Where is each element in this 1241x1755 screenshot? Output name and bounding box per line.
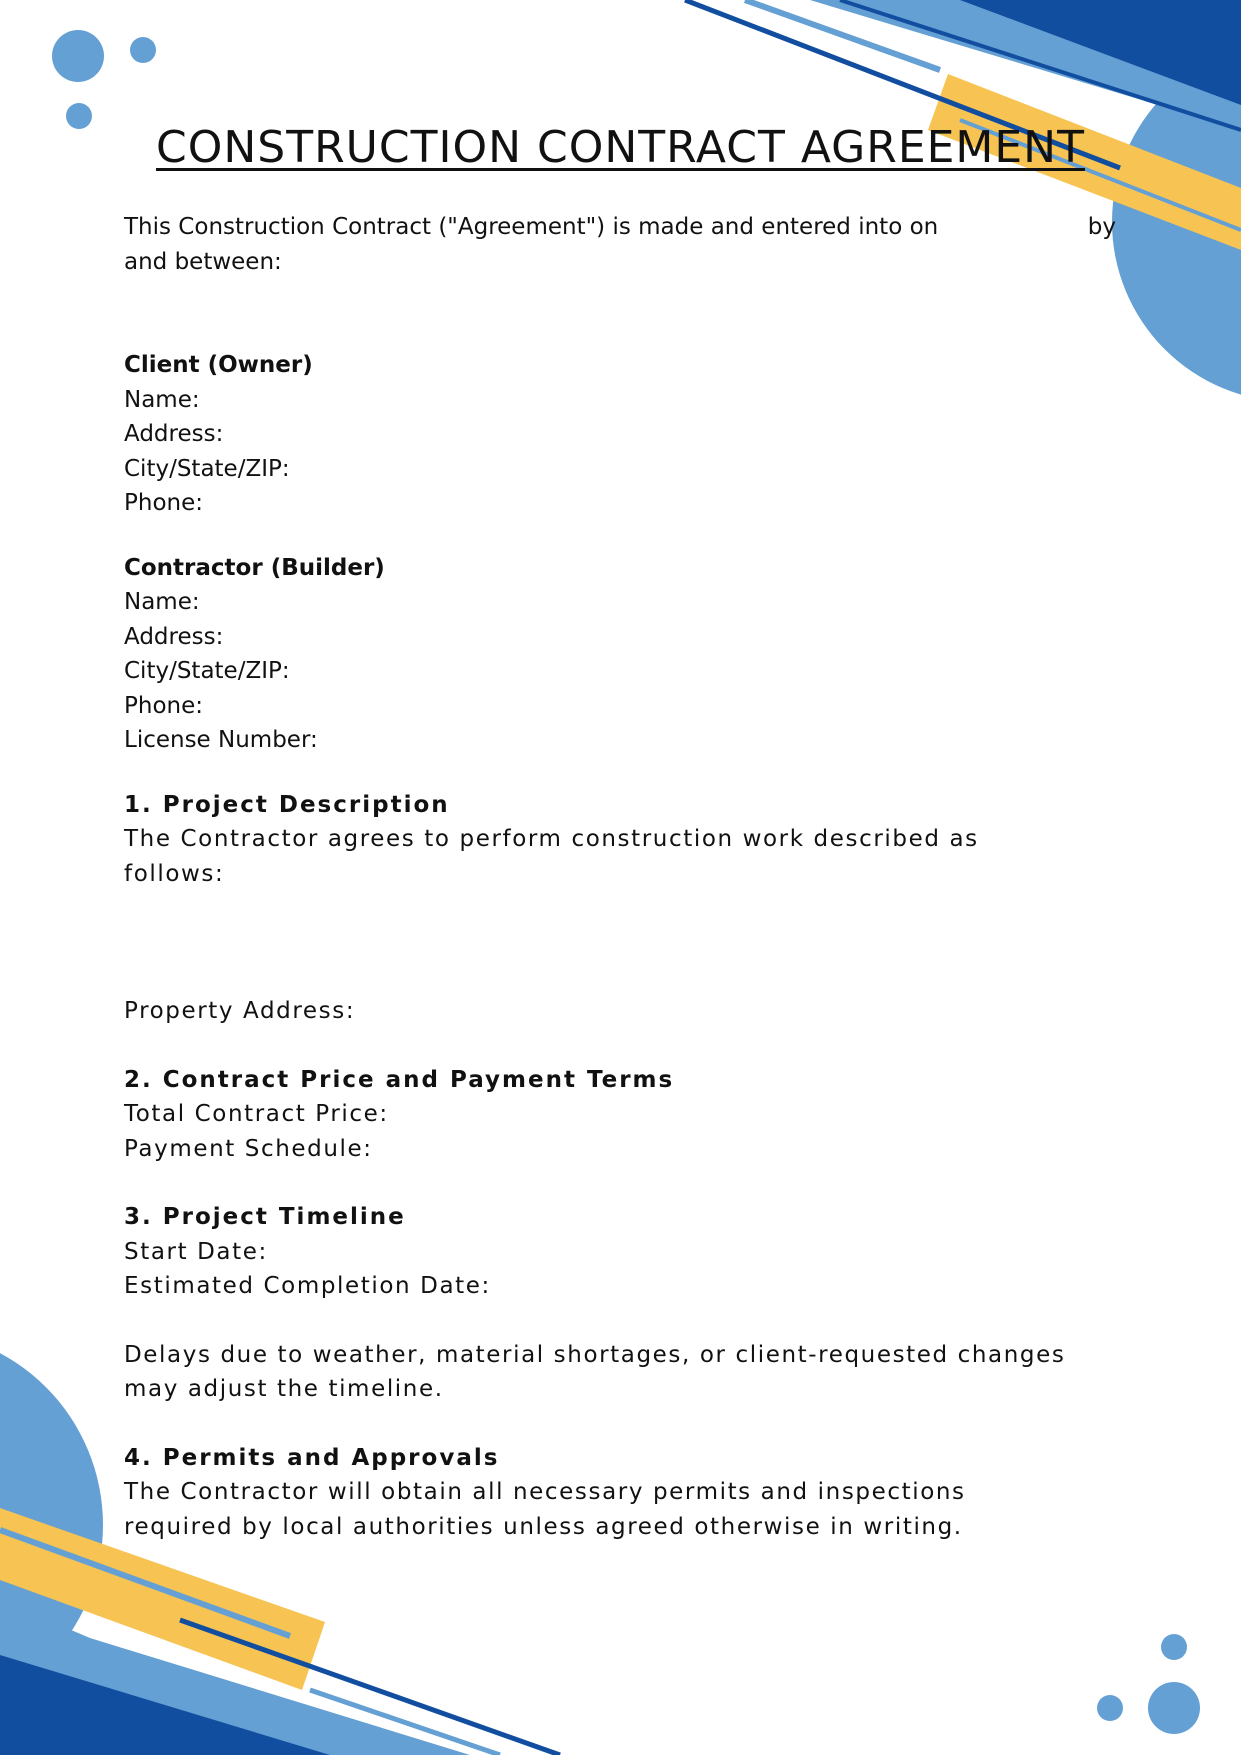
document-title-text: CONSTRUCTION CONTRACT AGREEMENT xyxy=(156,122,1085,173)
total-price-label: Total Contract Price: xyxy=(124,1101,389,1127)
document-title xyxy=(0,122,1241,173)
section-3-heading: 3. Project Timeline xyxy=(124,1204,406,1230)
client-heading: Client (Owner) xyxy=(124,352,313,378)
timeline-note-line-1: Delays due to weather, material shortages, or client-requested changes xyxy=(124,1341,1066,1368)
payment-schedule-label: Payment Schedule: xyxy=(124,1135,373,1162)
decor-dot xyxy=(130,37,156,63)
section-1-line-2: follows: xyxy=(124,860,225,887)
contractor-block xyxy=(124,551,1124,758)
timeline-note-line-2: may adjust the timeline. xyxy=(124,1376,444,1402)
section-project-description xyxy=(124,788,1124,1029)
document-body xyxy=(124,210,1124,1544)
decor-dot xyxy=(1161,1634,1187,1660)
contractor-phone-label: Phone: xyxy=(124,692,203,719)
client-phone-label: Phone: xyxy=(124,490,203,516)
client-address-label: Address: xyxy=(124,421,224,447)
section-2-heading: 2. Contract Price and Payment Terms xyxy=(124,1066,675,1093)
section-4-line-2: required by local authorities unless agreed otherwise in writing. xyxy=(124,1513,963,1540)
intro-paragraph xyxy=(124,210,1116,279)
section-1-heading: 1. Project Description xyxy=(124,791,450,818)
section-1-line-1: The Contractor agrees to perform construction work described as xyxy=(124,826,979,852)
contractor-license-label: License Number: xyxy=(124,727,318,753)
property-address-label: Property Address: xyxy=(124,998,356,1024)
contractor-heading: Contractor (Builder) xyxy=(124,554,385,581)
section-4-line-1: The Contractor will obtain all necessary permits and inspections xyxy=(124,1479,966,1505)
client-block xyxy=(124,348,1124,521)
client-name-label: Name: xyxy=(124,386,200,413)
start-date-label: Start Date: xyxy=(124,1238,268,1265)
client-city-label: City/State/ZIP: xyxy=(124,455,290,482)
intro-line-2: and between: xyxy=(124,248,282,275)
section-contract-price xyxy=(124,1063,1124,1167)
contractor-city-label: City/State/ZIP: xyxy=(124,658,290,684)
decor-dot xyxy=(1148,1682,1200,1734)
section-4-heading: 4. Permits and Approvals xyxy=(124,1444,500,1471)
contractor-address-label: Address: xyxy=(124,623,224,650)
decor-dot xyxy=(52,30,104,82)
contractor-name-label: Name: xyxy=(124,589,200,615)
section-project-timeline xyxy=(124,1200,1124,1407)
decor-dot xyxy=(1097,1695,1123,1721)
intro-line-1: This Construction Contract ("Agreement") is made and entered into on xyxy=(124,214,939,240)
section-permits xyxy=(124,1441,1124,1545)
intro-by: by xyxy=(1087,214,1116,240)
completion-date-label: Estimated Completion Date: xyxy=(124,1273,491,1299)
